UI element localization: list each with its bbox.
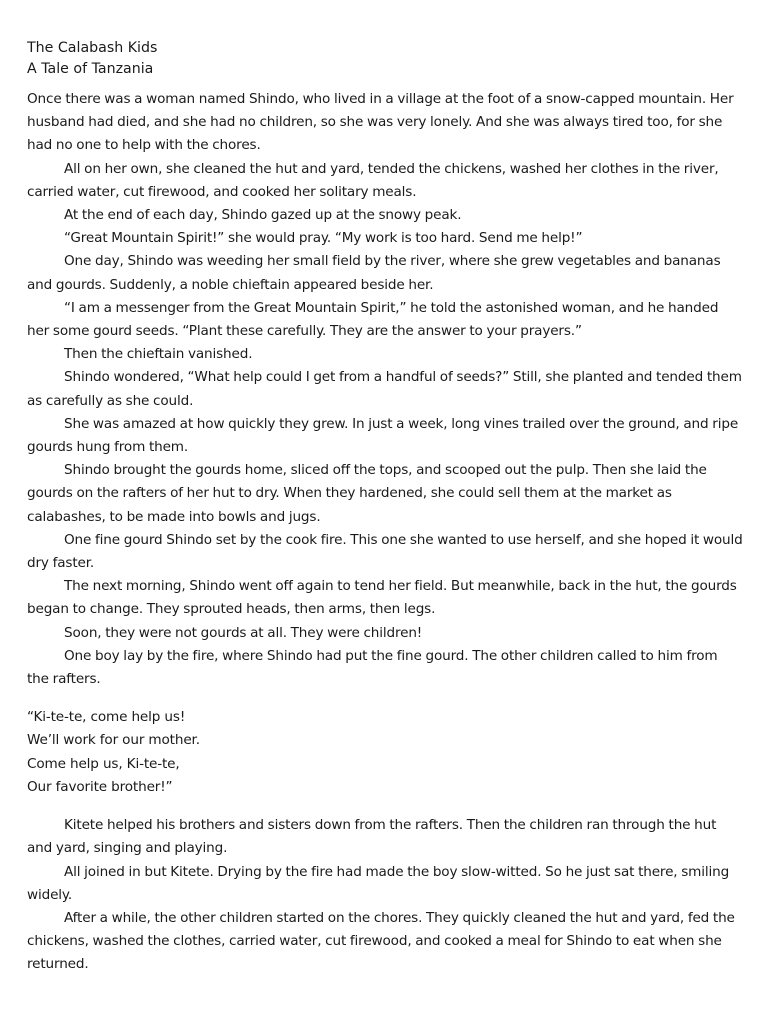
- paragraph: Kitete helped his brothers and sisters down from the rafters. Then the children ran through the hut and yard, singing and playing.: [27, 817, 717, 857]
- story-title: The Calabash Kids: [27, 40, 158, 56]
- story-subtitle: A Tale of Tanzania: [27, 61, 154, 77]
- paragraph: “I am a messenger from the Great Mountain Spirit,” he told the astonished woman, and he handed her some gourd seeds. “Plant these carefully. They are the answer to your prayers.”: [27, 299, 719, 340]
- paragraph: Once there was a woman named Shindo, who lived in a village at the foot of a snow-capped mountain. Her husband had died, and she had no children, so she was very lonely. And she was always tired too, for she had no one to help with the chores.: [27, 91, 734, 154]
- paragraph: At the end of each day, Shindo gazed up at the snowy peak.: [64, 207, 462, 224]
- story-body-part2: [27, 814, 743, 976]
- paragraph: One fine gourd Shindo set by the cook fire. This one she wanted to use herself, and she hoped it would dry faster.: [27, 531, 743, 572]
- paragraph: After a while, the other children started on the chores. They quickly cleaned the hut and yard, fed the chickens, washed the clothes, carried water, cut firewood, and cooked a meal for Shindo to eat when she returned.: [27, 909, 735, 973]
- title-block: [27, 38, 743, 80]
- poem-line: We’ll work for our mother.: [27, 732, 200, 749]
- paragraph: Shindo brought the gourds home, sliced off the tops, and scooped out the pulp. Then she laid the gourds on the rafters of her hut to dry. When they hardened, she could sell them at the market as calabashes, to be made into bowls and jugs.: [27, 462, 707, 525]
- paragraph: Then the chieftain vanished.: [64, 346, 253, 363]
- poem-line: Come help us, Ki-te-te,: [27, 755, 180, 772]
- paragraph: “Great Mountain Spirit!” she would pray. “My work is too hard. Send me help!”: [64, 230, 583, 247]
- paragraph: She was amazed at how quickly they grew. In just a week, long vines trailed over the ground, and ripe gourds hung from them.: [27, 415, 739, 456]
- paragraph: The next morning, Shindo went off again to tend her field. But meanwhile, back in the hut, the gourds began to change. They sprouted heads, then arms, then legs.: [27, 578, 737, 618]
- poem-verse: [27, 706, 743, 799]
- document-page: [27, 38, 743, 977]
- paragraph: All on her own, she cleaned the hut and yard, tended the chickens, washed her clothes in the river, carried water, cut firewood, and cooked her solitary meals.: [27, 160, 719, 200]
- paragraph: Soon, they were not gourds at all. They were children!: [64, 624, 423, 641]
- paragraph: Shindo wondered, “What help could I get from a handful of seeds?” Still, she planted and tended them as carefully as she could.: [27, 369, 742, 409]
- story-body-part1: [27, 88, 743, 691]
- poem-line: Our favorite brother!”: [27, 778, 173, 795]
- paragraph: All joined in but Kitete. Drying by the fire had made the boy slow-witted. So he just sat there, smiling widely.: [27, 863, 730, 903]
- poem-line: “Ki-te-te, come help us!: [27, 709, 186, 726]
- paragraph: One day, Shindo was weeding her small field by the river, where she grew vegetables and bananas and gourds. Suddenly, a noble chieftain appeared beside her.: [27, 253, 721, 293]
- paragraph: One boy lay by the fire, where Shindo had put the fine gourd. The other children called to him from the rafters.: [27, 647, 718, 688]
